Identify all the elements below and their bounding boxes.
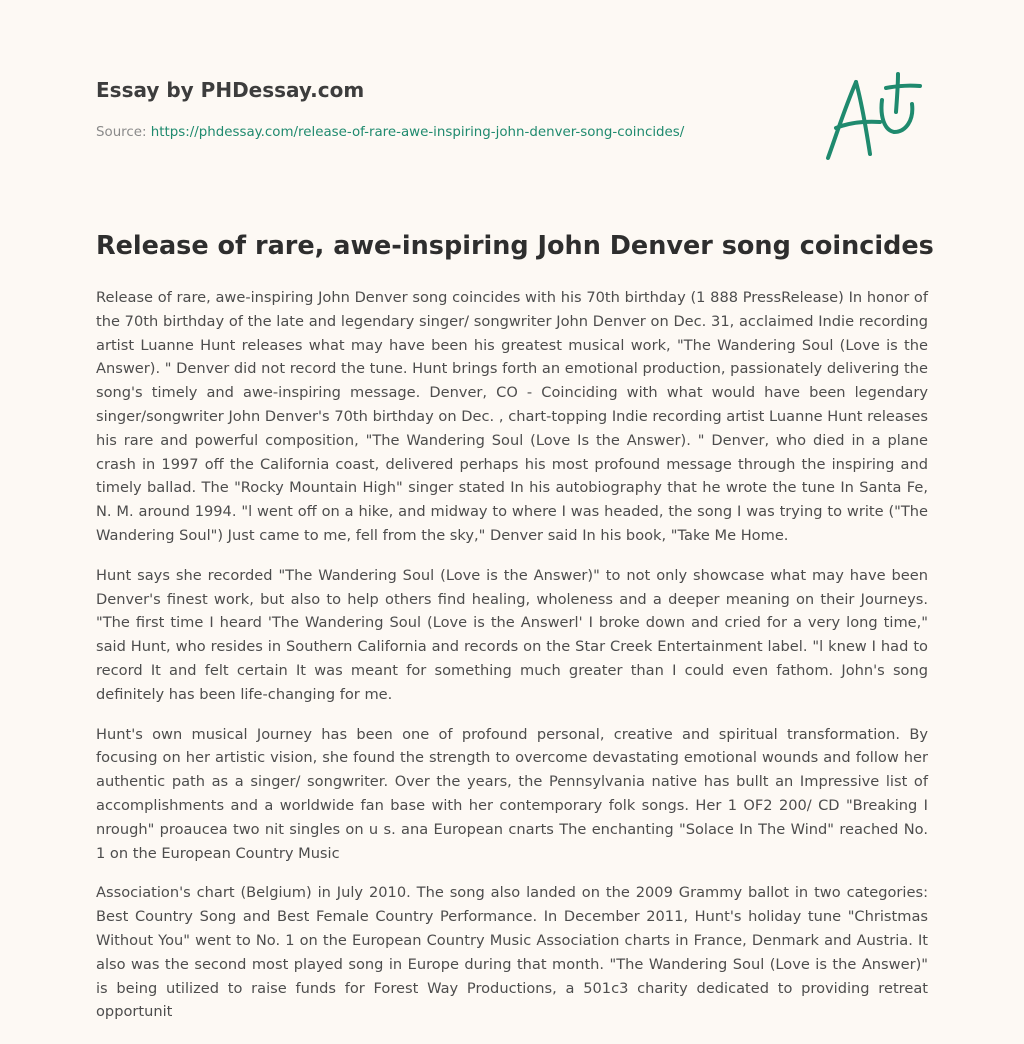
source-link[interactable]: https://phdessay.com/release-of-rare-awe-inspiring-john-denver-song-coincides/ [150, 125, 685, 140]
document-title: Release of rare, awe-inspiring John Denver song coincides [96, 231, 934, 261]
paragraph: Release of rare, awe-inspiring John Denver song coincides with his 70th birthday (1 888 PressRelease) In honor of the 70th birthday of the late and legendary singer/ songwriter John Denver on Dec. 31, acclaimed Indie recording artist Luanne Hunt releases what may have been his greatest musical work, "The Wandering Soul (Love is the Answer). " Denver did not record the tune. Hunt brings forth an emotional production, passionately delivering the song's timely and awe-inspiring message. Denver, CO - Coinciding with what would have been legendary singer/songwriter John Denver's 70th birthday on Dec. , chart-topping Indie recording artist Luanne Hunt releases his rare and powerful composition, "The Wandering Soul (Love Is the Answer). " Denver, who died in a plane crash in 1997 off the California coast, delivered perhaps his most profound message through the inspiring and timely ballad. The "Rocky Mountain High" singer stated In his autobiography that he wrote the tune In Santa Fe, N. M. around 1994. "l went off on a hike, and midway to where I was headed, the song I was trying to write ("The Wandering Soul") Just came to me, fell from the sky," Denver said In his book, "Take Me Home. [96, 289, 928, 544]
paragraph: Hunt says she recorded "The Wandering Soul (Love is the Answer)" to not only showcase what may have been Denver's finest work, but also to help others find healing, wholeness and a deeper meaning on their Journeys. "The first time I heard 'The Wandering Soul (Love is the Answerl' I broke down and cried for a very long time," said Hunt, who resides in Southern California and records on the Star Creek Entertainment label. "l knew I had to record It and felt certain It was meant for something much greater than I could even fathom. John's song definitely has been life-changing for me. [96, 566, 928, 703]
source-label: Source: [96, 125, 147, 140]
a-plus-grade-icon [822, 70, 928, 162]
site-brand: Essay by PHDessay.com [96, 78, 365, 102]
paragraph: Association's chart (Belgium) in July 2010. The song also landed on the 2009 Grammy ballot in two categories: Best Country Song and Best Female Country Performance. In December 2011, Hunt's holiday tune "Christmas Without You" went to No. 1 on the European Country Music Association charts in France, Denmark and Austria. It also was the second most played song in Europe during that month. "The Wandering Soul (Love is the Answer)" is being utilized to raise funds for Forest Way Productions, a 501c3 charity dedicated to providing retreat opportunit [96, 884, 928, 1021]
paragraph: Hunt's own musical Journey has been one of profound personal, creative and spiritual transformation. By focusing on her artistic vision, she found the strength to overcome devastating emotional wounds and follow her authentic path as a singer/ songwriter. Over the years, the Pennsylvania native has bullt an Impressive list of accomplishments and a worldwide fan base with her contemporary folk songs. Her 1 OF2 200/ CD "Breaking I nrough" proaucea two nit singles on u s. ana European cnarts The enchanting "Solace In The Wind" reached No. 1 on the European Country Music [96, 725, 928, 862]
source-line [96, 124, 796, 142]
page-header [96, 76, 796, 142]
document-body [96, 286, 928, 1040]
